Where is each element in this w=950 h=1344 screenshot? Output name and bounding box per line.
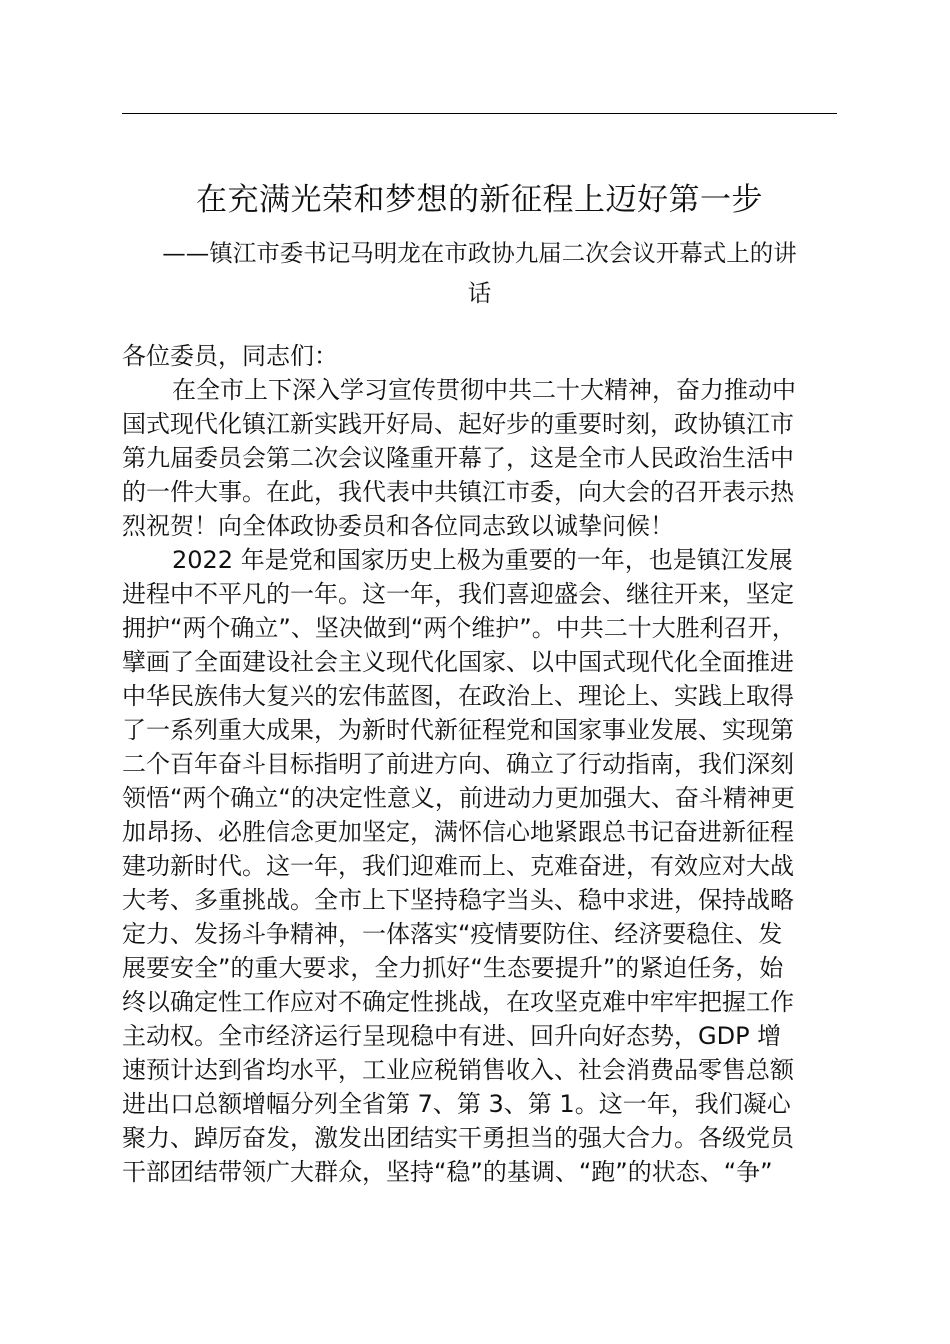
- paragraph-line: 国式现代化镇江新实践开好局、起好步的重要时刻，政协镇江市: [122, 410, 794, 438]
- salutation: 各位委员，同志们：: [122, 342, 338, 370]
- paragraph-line: 终以确定性工作应对不确定性挑战，在攻坚克难中牢牢把握工作: [122, 988, 794, 1016]
- paragraph-line: 定力、发扬斗争精神，一体落实“疫情要防住、经济要稳住、发: [122, 920, 783, 948]
- speech-body: [122, 339, 862, 1189]
- paragraph-line: 中华民族伟大复兴的宏伟蓝图，在政治上、理论上、实践上取得: [122, 682, 794, 710]
- paragraph-line: 领悟“两个确立“的决定性意义，前进动力更加强大、奋斗精神更: [122, 784, 795, 812]
- paragraph-line: 的一件大事。在此，我代表中共镇江市委，向大会的召开表示热: [122, 478, 794, 506]
- paragraph-line: 擘画了全面建设社会主义现代化国家、以中国式现代化全面推进: [122, 648, 794, 676]
- paragraph-line: 进程中不平凡的一年。这一年，我们喜迎盛会、继往开来，坚定: [122, 580, 794, 608]
- paragraph-line: 展要安全”的重大要求，全力抓好“生态要提升”的紧迫任务，始: [122, 954, 784, 982]
- subtitle-line: ——镇江市委书记马明龙在市政协九届二次会议开幕式上的讲: [162, 239, 797, 267]
- paragraph-line: 了一系列重大成果，为新时代新征程党和国家事业发展、实现第: [122, 716, 794, 744]
- paragraph-line: 聚力、踔厉奋发，激发出团结实干勇担当的强大合力。各级党员: [122, 1124, 794, 1152]
- paragraph-line: 二个百年奋斗目标指明了前进方向、确立了行动指南，我们深刻: [122, 750, 794, 778]
- paragraph-line: 第九届委员会第二次会议隆重开幕了，这是全市人民政治生活中: [122, 444, 794, 472]
- paragraph-line: 加昂扬、必胜信念更加坚定，满怀信心地紧跟总书记奋进新征程: [122, 818, 794, 846]
- paragraph-line: 拥护“两个确立”、坚决做到“两个维护”。中共二十大胜利召开，: [122, 614, 796, 642]
- paragraph-line: 在全市上下深入学习宣传贯彻中共二十大精神，奋力推动中: [172, 376, 796, 404]
- paragraph-line: 大考、多重挑战。全市上下坚持稳字当头、稳中求进，保持战略: [122, 886, 794, 914]
- paragraph-line: 速预计达到省均水平，工业应税销售收入、社会消费品零售总额: [122, 1056, 794, 1084]
- header-rule: [122, 113, 837, 114]
- paragraph-line: 进出口总额增幅分列全省第 7、第 3、第 1。这一年，我们凝心: [122, 1090, 791, 1118]
- paragraph-line: 2022 年是党和国家历史上极为重要的一年，也是镇江发展: [172, 546, 793, 574]
- paragraph-line: 干部团结带领广大群众，坚持“稳”的基调、“跑”的状态、“争”: [122, 1158, 773, 1186]
- paragraph-line: 主动权。全市经济运行呈现稳中有进、回升向好态势，GDP 增: [122, 1022, 782, 1050]
- page-title: 在充满光荣和梦想的新征程上迈好第一步: [196, 182, 763, 218]
- paragraph-line: 烈祝贺！向全体政协委员和各位同志致以诚挚问候！: [122, 512, 674, 540]
- paragraph-line: 建功新时代。这一年，我们迎难而上、克难奋进，有效应对大战: [122, 852, 794, 880]
- subtitle-line: 话: [467, 279, 492, 307]
- page-subtitle: [122, 233, 837, 313]
